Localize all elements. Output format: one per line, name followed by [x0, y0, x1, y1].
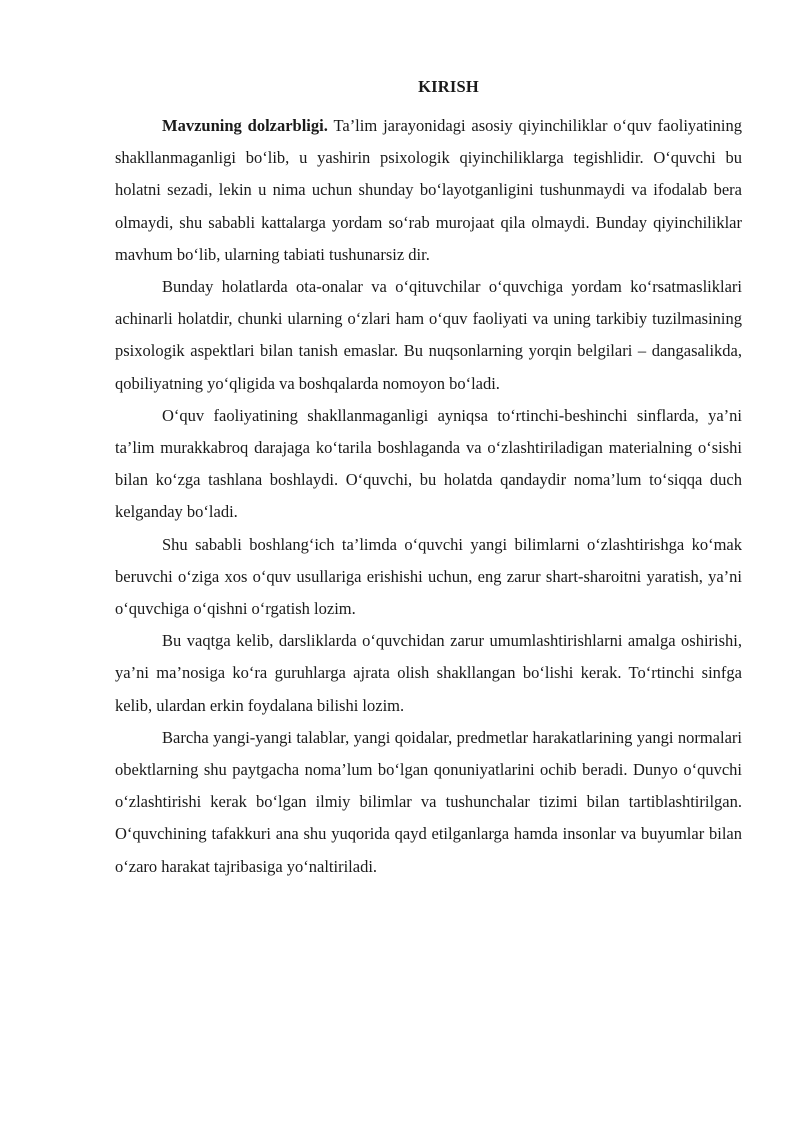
paragraph-1: [115, 110, 742, 271]
paragraph-3: O‘quv faoliyatining shakllanmaganligi ayniqsa to‘rtinchi-beshinchi sinflarda, ya’ni ta’lim murakkabroq darajaga ko‘tarila boshlaganda va o‘zlashtiriladigan materialning o‘sishi bilan ko‘zga tashlana boshlaydi. O‘quvchi, bu holatda qandaydir noma’lum to‘siqqa duch kelganday bo‘ladi.: [115, 405, 742, 522]
paragraph-4: Shu sababli boshlang‘ich ta’limda o‘quvchi yangi bilimlarni o‘zlashtirishga ko‘mak beruvchi o‘ziga xos o‘quv usullariga erishishi uchun, eng zarur shart-sharoitni yaratish, ya’ni o‘quvchiga o‘qishni o‘rgatish lozim.: [115, 534, 742, 619]
page-title: KIRISH: [418, 77, 479, 96]
lead-label: Mavzuning dolzarbligi.: [162, 116, 328, 135]
document-page: [115, 72, 742, 883]
paragraph-5: Bu vaqtga kelib, darsliklarda o‘quvchidan zarur umumlashtirishlarni amalga oshirishi, ya’ni ma’nosiga ko‘ra guruhlarga ajrata olish shakllangan bo‘lishi kerak. To‘rtinchi sinfga kelib, ulardan erkin foydalana bilishi lozim.: [115, 631, 742, 715]
paragraph-6: Barcha yangi-yangi talablar, yangi qoidalar, predmetlar harakatlarining yangi normalari obektlarning shu paytgacha noma’lum bo‘lgan qonuniyatlarini ochib beradi. Dunyo o‘quvchi o‘zlashtirishi kerak bo‘lgan ilmiy bilimlar va tushunchalar tizimi bilan tartiblashtirilgan. O‘quvchining tafakkuri ana shu yuqorida qayd etilganlarga hamda insonlar va buyumlar bilan o‘zaro harakat tajribasiga yo‘naltiriladi.: [115, 727, 742, 876]
paragraph-2: Bunday holatlarda ota-onalar va o‘qituvchilar o‘quvchiga yordam ko‘rsatmasliklari achinarli holatdir, chunki ularning o‘zlari ham o‘quv faoliyati va uning tarkibiy tuzilmasining psixologik aspektlari bilan tanish emaslar. Bu nuqsonlarning yorqin belgilari – dangasalikda, qobiliyatning yo‘qligida va boshqalarda nomoyon bo‘ladi.: [115, 277, 742, 393]
paragraph-1-text: Ta’lim jarayonidagi asosiy qiyinchiliklar o‘quv faoliyatining shakllanmaganligi bo‘lib, u yashirin psixologik qiyinchiliklarga tegishlidir. O‘quvchi bu holatni sezadi, lekin u nima uchun shunday bo‘layotganligini tushunmaydi va ifodalab bera olmaydi, shu sababli kattalarga yordam so‘rab murojaat qila olmaydi. Bunday qiyinchiliklar mavhum bo‘lib, ularning tabiati tushunarsiz dir.: [115, 116, 742, 264]
